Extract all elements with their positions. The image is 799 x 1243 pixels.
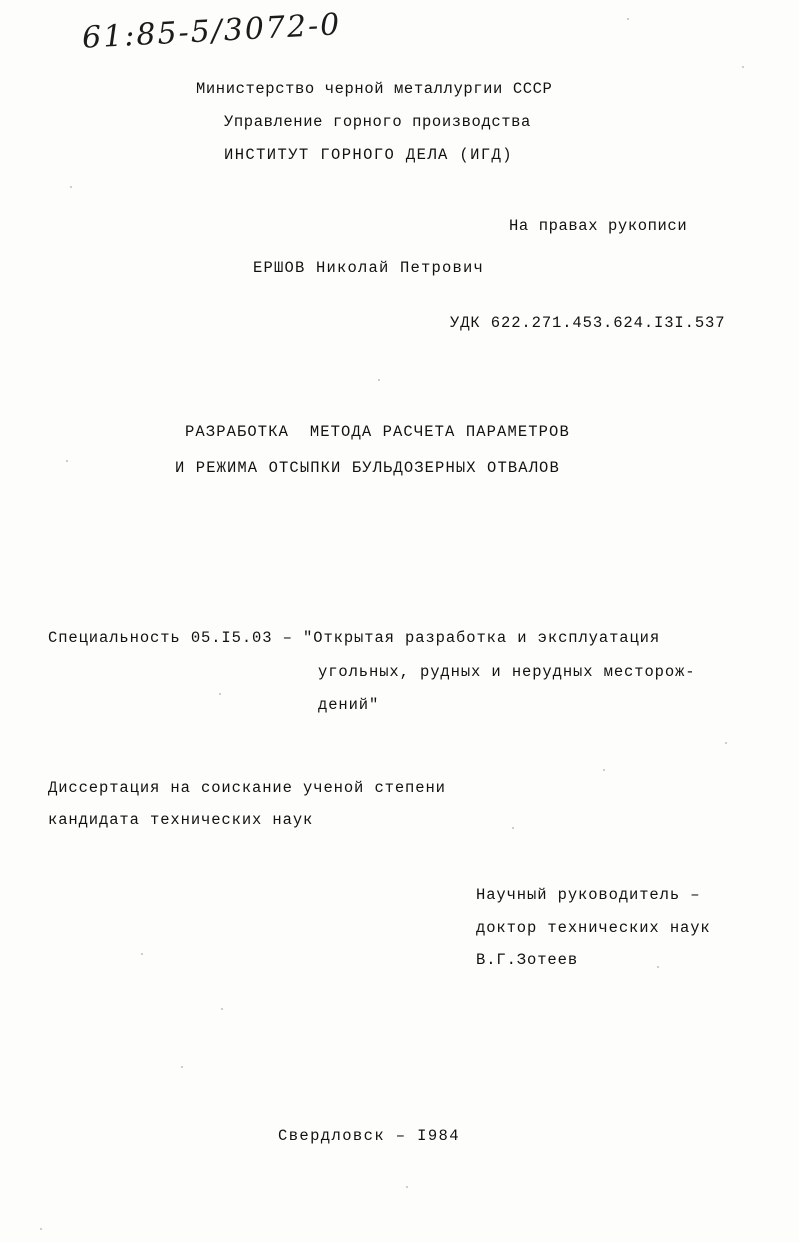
manuscript-note: На правах рукописи [509,217,688,235]
place-and-year: Свердловск – I984 [278,1127,460,1145]
degree-line-2: кандидата технических наук [48,811,314,829]
speciality-line-1: Специальность 05.I5.03 – "Открытая разработка и эксплуатация [48,629,661,647]
speciality-line-2: угольных, рудных и нерудных месторож- [318,663,696,681]
ministry-line: Министерство черной металлургии СССР [196,80,553,98]
supervisor-degree: доктор технических наук [476,919,711,937]
paper-speck [221,1008,223,1010]
paper-speck [657,966,659,968]
handwritten-archive-number: 61:85-5/3072-0 [81,7,343,56]
paper-speck [627,18,629,20]
supervisor-name: В.Г.Зотеев [476,951,579,969]
document-title-line-2: И РЕЖИМА ОТСЫПКИ БУЛЬДОЗЕРНЫХ ОТВАЛОВ [175,459,560,477]
paper-speck [406,1186,408,1188]
paper-speck [141,953,143,955]
supervisor-label: Научный руководитель – [476,886,701,904]
paper-speck [378,379,380,381]
degree-line-1: Диссертация на соискание ученой степени [48,779,446,797]
paper-speck [725,742,727,744]
paper-speck [40,1228,42,1230]
paper-speck [181,1066,183,1068]
paper-speck [70,186,72,188]
department-line: Управление горного производства [224,113,531,131]
institute-line: ИНСТИТУТ ГОРНОГО ДЕЛА (ИГД) [224,146,513,164]
paper-speck [512,827,514,829]
document-title-line-1: РАЗРАБОТКА МЕТОДА РАСЧЕТА ПАРАМЕТРОВ [185,423,570,441]
author-name: ЕРШОВ Николай Петрович [253,259,485,277]
udc-code: УДК 622.271.453.624.I3I.537 [450,314,726,332]
paper-speck [603,769,605,771]
paper-speck [742,66,744,68]
paper-speck [66,460,68,462]
paper-speck [219,693,221,695]
speciality-line-3: дений" [318,696,380,714]
